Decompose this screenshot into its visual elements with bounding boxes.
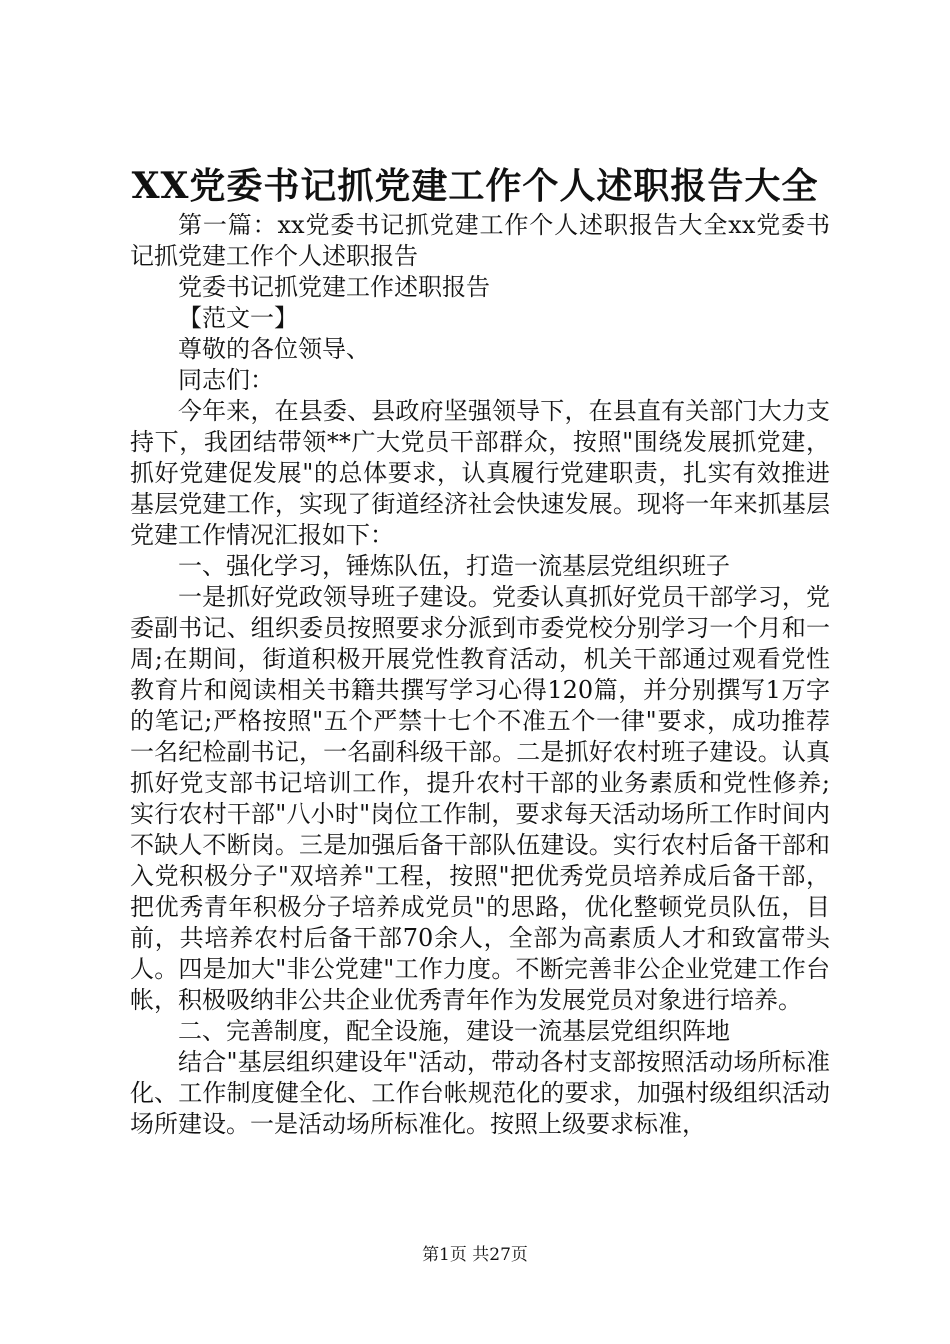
body-paragraph: 【范文一】 <box>178 304 298 332</box>
body-paragraph: 一是抓好党政领导班子建设。党委认真抓好党员干部学习，党委副书记、组织委员按照要求分派到市委党校分别学习一个月和一周;在期间，街道积极开展党性教育活动，机关干部通过观看党性教育片和阅读相关书籍共撰写学习心得120篇，并分别撰写1万字的笔记;严格按照"五个严禁十七个不准五个一律"要求，成功推荐一名纪检副书记，一名副科级干部。二是抓好农村班子建设。认真抓好党支部书记培训工作，提升农村干部的业务素质和党性修养;实行农村干部"八小时"岗位工作制，要求每天活动场所工作时间内不缺人不断岗。三是加强后备干部队伍建设。实行农村后备干部和入党积极分子"双培养"工程，按照"把优秀党员培养成后备干部，把优秀青年积极分子培养成党员"的思路，优化整顿党员队伍，目前，共培养农村后备干部70余人，全部为高素质人才和致富带头人。四是加大"非公党建"工作力度。不断完善非公企业党建工作台帐，积极吸纳非公共企业优秀青年作为发展党员对象进行培养。 <box>130 583 830 1014</box>
document-body <box>130 210 830 1140</box>
body-paragraph: 尊敬的各位领导、 <box>178 335 370 363</box>
section-heading: 一、强化学习，锤炼队伍，打造一流基层党组织班子 <box>178 552 730 580</box>
body-paragraph: 党委书记抓党建工作述职报告 <box>178 273 490 301</box>
body-paragraph: 结合"基层组织建设年"活动，带动各村支部按照活动场所标准化、工作制度健全化、工作台帐规范化的要求，加强村级组织活动场所建设。一是活动场所标准化。按照上级要求标准， <box>130 1048 830 1138</box>
body-paragraph: 同志们： <box>178 366 274 394</box>
body-paragraph: 第一篇：xx党委书记抓党建工作个人述职报告大全xx党委书记抓党建工作个人述职报告 <box>130 211 830 270</box>
page-number-footer: 第1页 共27页 <box>422 1245 528 1265</box>
section-heading: 二、完善制度，配全设施，建设一流基层党组织阵地 <box>178 1017 730 1045</box>
body-paragraph: 今年来，在县委、县政府坚强领导下，在县直有关部门大力支持下，我团结带领**广大党员干部群众，按照"围绕发展抓党建，抓好党建促发展"的总体要求，认真履行党建职责，扎实有效推进基层党建工作，实现了街道经济社会快速发展。现将一年来抓基层党建工作情况汇报如下： <box>130 397 830 549</box>
document-title: XX党委书记抓党建工作个人述职报告大全 <box>131 165 819 207</box>
